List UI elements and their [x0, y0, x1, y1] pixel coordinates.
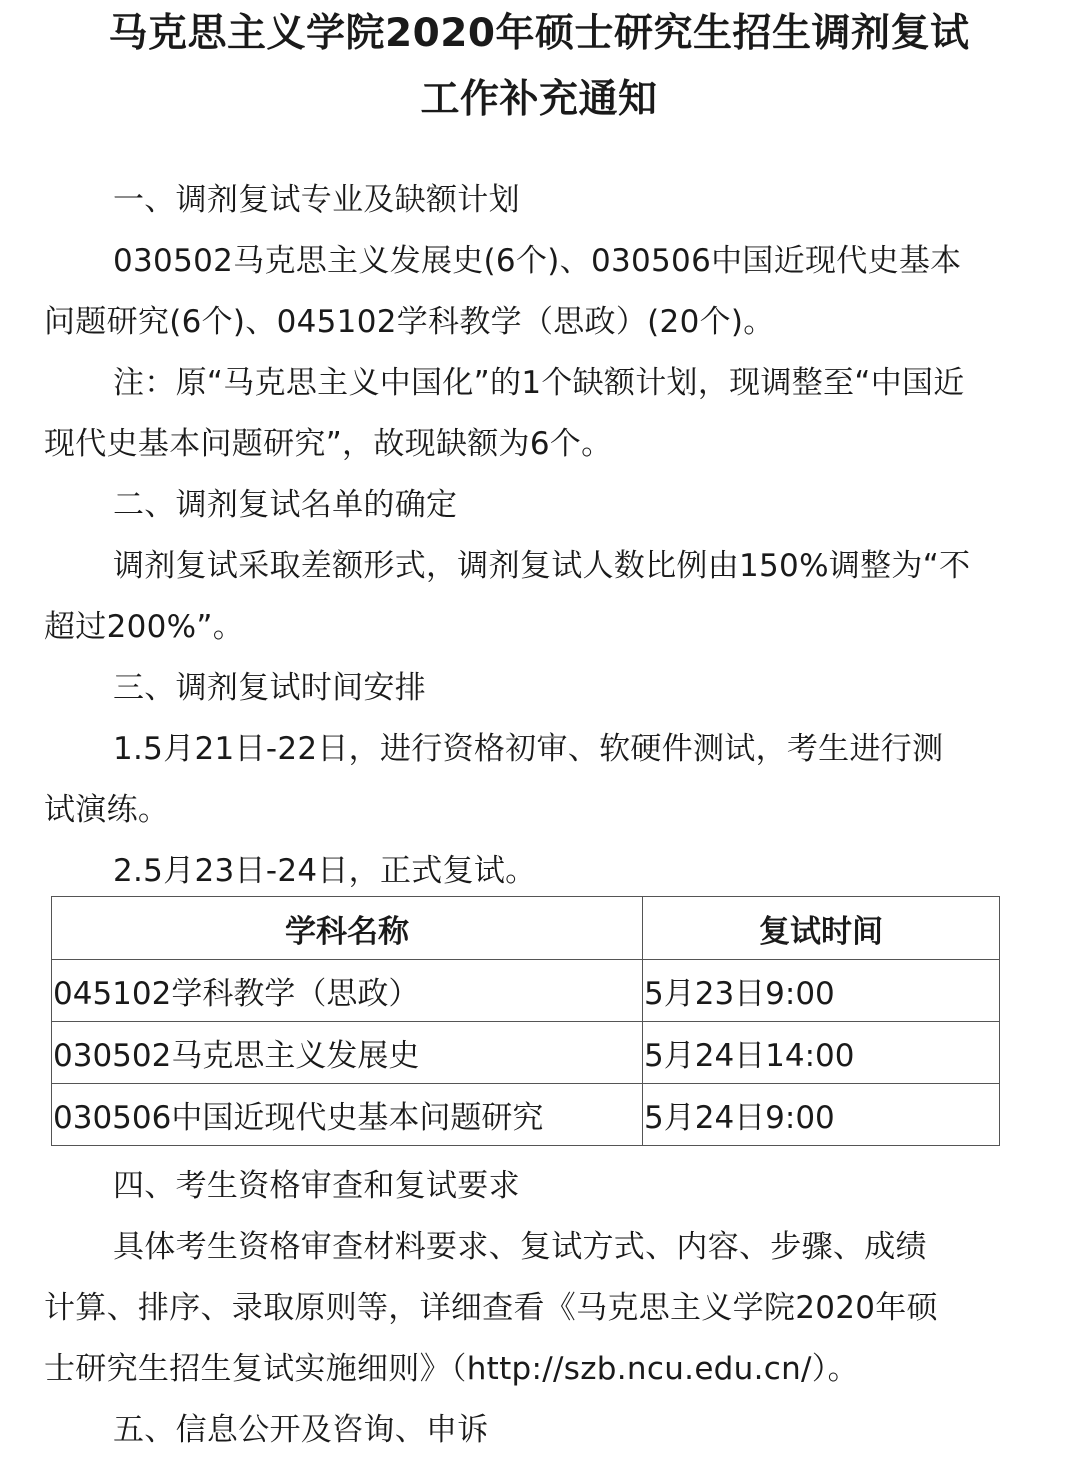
section3-item1-line1: 1.5月21日-22日，进行资格初审、软硬件测试，考生进行测 — [113, 731, 944, 767]
section3-item2: 2.5月23日-24日，正式复试。 — [113, 853, 537, 889]
cell-subject: 045102学科教学（思政） — [52, 960, 643, 1022]
cell-time: 5月24日9:00 — [643, 1084, 1000, 1146]
section2-paragraph-line2: 超过200%”。 — [44, 609, 245, 645]
section2-heading: 二、调剂复试名单的确定 — [113, 487, 458, 523]
header-subject-name: 学科名称 — [52, 897, 643, 960]
page-title-line1: 马克思主义学院2020年硕士研究生招生调剂复试 — [108, 11, 970, 56]
section4-paragraph-line2: 计算、排序、录取原则等，详细查看《马克思主义学院2020年硕 — [44, 1290, 938, 1326]
section1-note-line2: 现代史基本问题研究”，故现缺额为6个。 — [44, 426, 613, 462]
section1-note-line1: 注：原“马克思主义中国化”的1个缺额计划，现调整至“中国近 — [113, 365, 965, 401]
cell-subject: 030502马克思主义发展史 — [52, 1022, 643, 1084]
schedule-table — [51, 896, 1000, 1146]
cell-time: 5月23日9:00 — [643, 960, 1000, 1022]
section4-paragraph-line1: 具体考生资格审查材料要求、复试方式、内容、步骤、成绩 — [113, 1229, 927, 1265]
section4-heading: 四、考生资格审查和复试要求 — [113, 1168, 520, 1204]
section2-paragraph-line1: 调剂复试采取差额形式，调剂复试人数比例由150%调整为“不 — [113, 548, 971, 584]
section4-paragraph-line3: 士研究生招生复试实施细则》（http://szb.ncu.edu.cn/）。 — [44, 1351, 859, 1387]
table-header-row — [52, 897, 1000, 960]
section5-heading: 五、信息公开及咨询、申诉 — [113, 1412, 489, 1448]
page-title-line2: 工作补充通知 — [420, 77, 658, 122]
table-row — [52, 1084, 1000, 1146]
cell-time: 5月24日14:00 — [643, 1022, 1000, 1084]
header-interview-time: 复试时间 — [643, 897, 1000, 960]
table-row — [52, 960, 1000, 1022]
section1-heading: 一、调剂复试专业及缺额计划 — [113, 182, 520, 218]
section1-paragraph-line2: 问题研究(6个)、045102学科教学（思政）(20个)。 — [44, 304, 775, 340]
section1-paragraph-line1: 030502马克思主义发展史(6个)、030506中国近现代史基本 — [113, 243, 962, 279]
table-row — [52, 1022, 1000, 1084]
section3-heading: 三、调剂复试时间安排 — [113, 670, 426, 706]
section3-item1-line2: 试演练。 — [44, 792, 170, 828]
cell-subject: 030506中国近现代史基本问题研究 — [52, 1084, 643, 1146]
